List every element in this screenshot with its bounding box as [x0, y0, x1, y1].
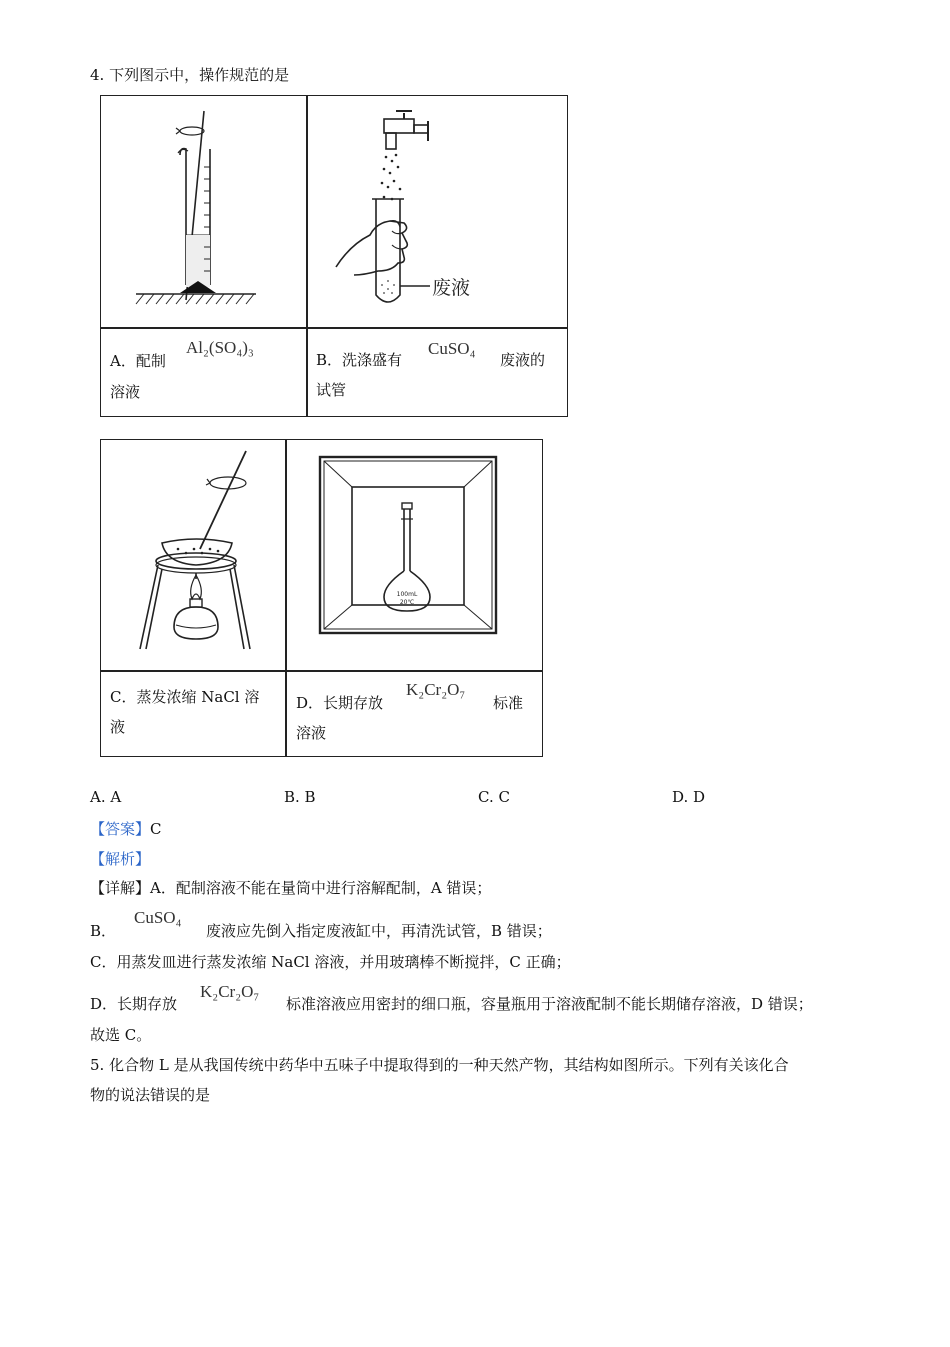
answer-option-a: A. A — [90, 788, 122, 806]
faucet-test-tube-image — [306, 95, 568, 327]
question-5-line2: 物的说法错误的是 — [90, 1086, 211, 1104]
option-a-prefix: A．配制 — [110, 352, 166, 370]
volumetric-flask-image — [286, 439, 543, 670]
detail-line-a: 【详解】A．配制溶液不能在量筒中进行溶解配制，A 错误； — [90, 879, 492, 897]
option-b-formula: CuSO₄ — [428, 339, 476, 358]
detail-line-b-prefix: B． — [90, 922, 117, 940]
option-c-text-line2: 液 — [110, 718, 126, 736]
question-5-line1: 5. 化合物 L 是从我国传统中药华中五味子中提取得到的一种天然产物，其结构如图所示。下列有关该化合 — [90, 1056, 789, 1074]
flask-volume-label: 100mL — [396, 591, 418, 598]
graduated-cylinder-image — [100, 95, 306, 327]
option-a-formula: Al₂(SO₄)₃ — [186, 338, 254, 357]
answer-label: 【答案】 — [90, 820, 151, 838]
evaporation-setup-image — [100, 439, 285, 670]
detail-line-c: C．用蒸发皿进行蒸发浓缩 NaCl 溶液，并用玻璃棒不断搅拌，C 正确； — [90, 953, 571, 971]
answer-option-b: B. B — [284, 788, 316, 806]
option-b-text-line2: 试管 — [316, 381, 347, 399]
option-a-text-line2: 溶液 — [110, 383, 141, 401]
answer-line — [90, 818, 162, 839]
option-b-suffix: 废液的 — [500, 351, 546, 369]
waste-liquid-label: 废液 — [432, 277, 471, 299]
option-d-prefix: D．长期存放 — [296, 694, 384, 712]
answer-option-d: D. D — [672, 788, 706, 806]
option-b-prefix: B．洗涤盛有 — [316, 351, 403, 369]
option-d-text-line2: 溶液 — [296, 724, 327, 742]
analysis-label: 【解析】 — [90, 850, 151, 868]
detail-line-b-text: 废液应先倒入指定废液缸中，再清洗试管，B 错误； — [206, 922, 552, 940]
answer-value: C — [150, 820, 162, 838]
question-4-title: 4. 下列图示中，操作规范的是 — [90, 66, 290, 84]
answer-option-c: C. C — [478, 788, 510, 806]
detail-conclusion: 故选 C。 — [90, 1026, 152, 1044]
option-a-text-line1 — [110, 350, 166, 371]
detail-line-b-formula: CuSO₄ — [134, 908, 182, 927]
detail-line-d-text: 标准溶液应用密封的细口瓶，容量瓶用于溶液配制不能长期储存溶液，D 错误； — [286, 995, 813, 1013]
option-d-formula: K₂Cr₂O₇ — [406, 680, 466, 699]
option-c-text-line1: C．蒸发浓缩 NaCl 溶 — [110, 688, 260, 706]
flask-temp-label: 20℃ — [399, 599, 415, 606]
detail-line-d-prefix: D．长期存放 — [90, 995, 178, 1013]
detail-line-d-formula: K₂Cr₂O₇ — [200, 982, 260, 1001]
option-d-suffix: 标准 — [493, 694, 524, 712]
